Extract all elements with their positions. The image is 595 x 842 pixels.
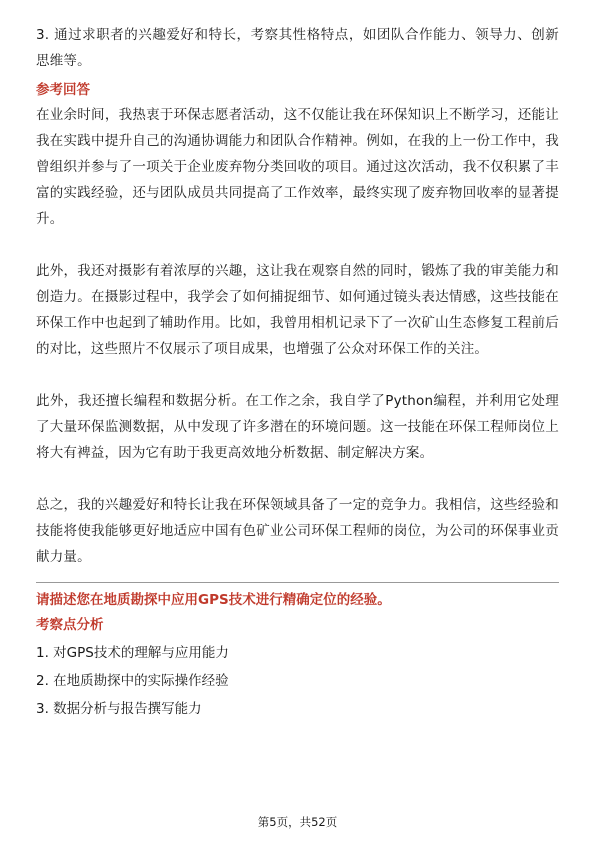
analysis-heading: 考察点分析 bbox=[36, 617, 104, 633]
page-content bbox=[36, 22, 559, 723]
analysis-point: 3. 数据分析与报告撰写能力 bbox=[36, 701, 202, 717]
answer-paragraph: 此外，我还擅长编程和数据分析。在工作之余，我自学了Python编程，并利用它处理了大量环保监测数据，从中发现了许多潜在的环境问题。这一技能在环保工程师岗位上将大有裨益，因为它有助于我更高效地分析数据、制定解决方案。 bbox=[36, 393, 559, 461]
section-divider bbox=[36, 582, 559, 583]
answer-paragraph: 在业余时间，我热衷于环保志愿者活动，这不仅能让我在环保知识上不断学习，还能让我在实践中提升自己的沟通协调能力和团队合作精神。例如，在我的上一份工作中，我曾组织并参与了一项关于企业废弃物分类回收的项目。通过这次活动，我不仅积累了丰富的实践经验，还与团队成员共同提高了工作效率，最终实现了废弃物回收率的显著提升。 bbox=[36, 107, 559, 227]
analysis-point: 2. 在地质勘探中的实际操作经验 bbox=[36, 673, 229, 689]
analysis-point: 1. 对GPS技术的理解与应用能力 bbox=[36, 645, 229, 661]
answer-heading: 参考回答 bbox=[36, 82, 90, 98]
answer-paragraph: 此外，我还对摄影有着浓厚的兴趣，这让我在观察自然的同时，锻炼了我的审美能力和创造力。在摄影过程中，我学会了如何捕捉细节、如何通过镜头表达情感，这些技能在环保工作中也起到了辅助作用。比如，我曾用相机记录下了一次矿山生态修复工程前后的对比，这些照片不仅展示了项目成果，也增强了公众对环保工作的关注。 bbox=[36, 263, 559, 357]
interview-question: 请描述您在地质勘探中应用GPS技术进行精确定位的经验。 bbox=[36, 592, 391, 608]
intro-list-item: 3. 通过求职者的兴趣爱好和特长，考察其性格特点，如团队合作能力、领导力、创新思维等。 bbox=[36, 27, 559, 69]
page-number-footer: 第5页，共52页 bbox=[257, 815, 338, 829]
answer-paragraph: 总之，我的兴趣爱好和特长让我在环保领域具备了一定的竞争力。我相信，这些经验和技能将使我能够更好地适应中国有色矿业公司环保工程师的岗位，为公司的环保事业贡献力量。 bbox=[36, 497, 559, 565]
